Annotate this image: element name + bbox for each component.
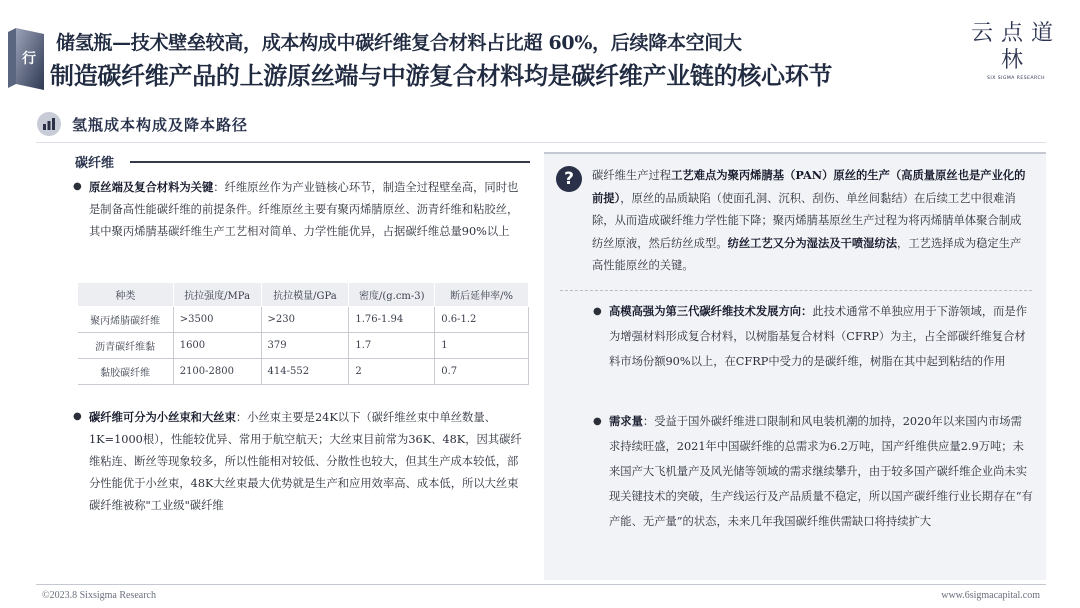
table-cell: 379 (261, 333, 349, 359)
footer-website-link[interactable]: www.6sigmacapital.com (941, 590, 1040, 601)
bullet-dot: ● (593, 416, 602, 427)
table-cell: 414-552 (261, 359, 349, 385)
para-emphasis: 纺丝工艺又分为湿法及干喷湿纺法 (727, 236, 898, 250)
question-icon: ? (556, 166, 582, 192)
para-text: 碳纤维生产过程 (592, 169, 672, 182)
carbon-fiber-comparison-table (77, 282, 529, 385)
bullet-text: ：受益于国外碳纤维进口限制和风电装机潮的加持，2020年以来国内市场需求持续旺盛，2021年中国碳纤维的总需求为6.2万吨，国产纤维供应量2.9万吨；未来国产大飞机量产及风光储等领域的需求继续攀升，由于较多国产碳纤维企业尚未实现关键技术的突破，生产线运行及产品质量不稳定，所以国产碳纤维行业长期存在“有产能、无产量”的状态，未来几年我国碳纤维供需缺口将持续扩大 (609, 415, 1033, 528)
bullet-lead: 原丝端及复合材料为关键 (89, 180, 214, 194)
page-title-line1: 储氢瓶—技术壁垒较高，成本构成中碳纤维复合材料占比超 60%，后续降本空间大 (56, 32, 742, 54)
table-cell: 2100-2800 (173, 359, 261, 385)
table-header-row (78, 283, 529, 307)
company-logo-block (8, 28, 44, 90)
left-bullet-precursor (73, 176, 529, 243)
page-title-line2: 制造碳纤维产品的上游原丝端与中游复合材料均是碳纤维产业链的核心环节 (50, 61, 833, 90)
bullet-lead: 碳纤维可分为小丝束和大丝束 (89, 410, 236, 424)
table-cell: 1 (435, 333, 529, 359)
table-cell: 沥青碳纤维黏 (78, 333, 174, 359)
table-cell: 1.7 (349, 333, 435, 359)
bullet-lead: 需求量 (609, 414, 643, 428)
table-cell: 1600 (173, 333, 261, 359)
table-cell: 黏胶碳纤维 (78, 359, 174, 385)
right-bullet-demand (593, 409, 1033, 534)
brand-logo (968, 20, 1064, 81)
table-row (78, 359, 529, 385)
brand-english-name: SIX SIGMA RESEARCH (987, 76, 1045, 81)
bullet-text: ：纤维原丝作为产业链核心环节，制造全过程壁垒高，同时也是制备高性能碳纤维的前提条件。纤维原丝主要有聚丙烯腈原丝、沥青纤维和粘胶丝，其中聚丙烯腈基碳纤维生产工艺相对简单、力学性能优异，占据碳纤维总量90%以上 (89, 181, 519, 238)
table-cell: 0.7 (435, 359, 529, 385)
right-panel-top-border (544, 152, 1046, 154)
bullet-dot: ● (593, 306, 602, 317)
table-row (78, 307, 529, 333)
table-cell: 0.6-1.2 (435, 307, 529, 333)
table-cell: 2 (349, 359, 435, 385)
right-bullet-high-modulus (593, 299, 1033, 374)
table-header: 种类 (78, 283, 174, 307)
para-text: ，原丝的品质缺陷（使面孔洞、沉积、刮伤、单丝间黏结）在后续工艺中很难消除，从而造成碳纤维力学性能下降；聚丙烯腈基原丝生产过程为将丙烯腈单体聚合制成纺丝原液，然后纺丝成型。 (592, 192, 1022, 250)
table-header: 密度/(g.cm-3) (349, 283, 435, 307)
table-header: 抗拉模量/GPa (261, 283, 349, 307)
table-cell: >230 (261, 307, 349, 333)
right-intro-paragraph (592, 164, 1032, 277)
para-emphasis: 工艺难点为聚丙烯腈基（PAN）原丝的生产（高质量原丝也是产业化的前提） (592, 168, 1026, 205)
right-dashed-divider (560, 290, 1032, 291)
footer-divider (36, 584, 1046, 585)
section-divider (36, 142, 1046, 143)
footer-copyright: ©2023.8 Sixsigma Research (42, 590, 156, 601)
bullet-dot: ● (73, 181, 82, 192)
para-text: ，工艺选择成为稳定生产高性能原丝的关键。 (592, 237, 1022, 272)
logo-text: 行 (22, 51, 36, 67)
table-cell: 1.76-1.94 (349, 307, 435, 333)
bar-chart-icon (37, 112, 61, 136)
table-header: 断后延伸率/% (435, 283, 529, 307)
table-header: 抗拉强度/MPa (173, 283, 261, 307)
left-bullet-tow-size (73, 406, 529, 517)
brand-chinese-name: 云点道林 (970, 21, 1061, 73)
subsection-underline (130, 161, 530, 163)
section-title: 氢瓶成本构成及降本路径 (72, 116, 249, 134)
bullet-text: ：小丝束主要是24K以下（碳纤维丝束中单丝数量、1K=1000根），性能较优异、常用于航空航天；大丝束目前常为36K、48K，因其碳纤维粘连、断丝等现象较多，所以性能相对较低、分散性也较大，但其生产成本较低，部分性能优于小丝束，48K大丝束最大优势就是生产和应用效率高、成本低，所以大丝束碳纤维被称"工业级"碳纤维 (89, 411, 522, 512)
bullet-lead: 高模高强为第三代碳纤维技术发展方向： (609, 304, 813, 318)
subsection-title: 碳纤维 (75, 156, 115, 171)
bullet-text: 此技术通常不单独应用于下游领域，而是作为增强材料形成复合材料，以树脂基复合材料（CFRP）为主，占全部碳纤维复合材料市场份额90%以上，在CFRP中受力的是碳纤维，树脂在其中起到粘结的作用 (609, 305, 1028, 368)
table-cell: 聚丙烯腈碳纤维 (78, 307, 174, 333)
table-cell: >3500 (173, 307, 261, 333)
table-row (78, 333, 529, 359)
bullet-dot: ● (73, 411, 82, 422)
